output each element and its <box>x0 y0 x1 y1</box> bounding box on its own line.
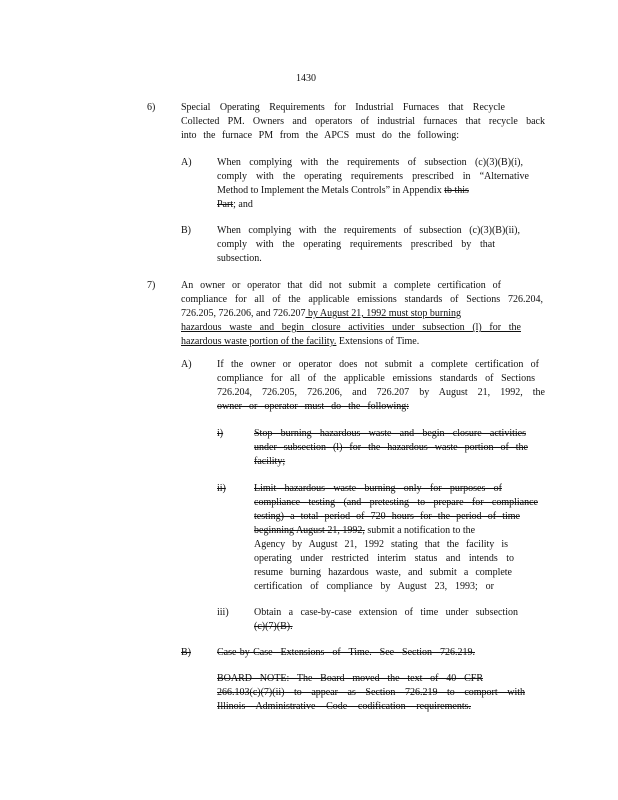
item-7a-iii-label: iii) <box>217 607 229 618</box>
item-7a-line-1: If the owner or operator does not submit a complete certification of <box>217 359 539 370</box>
item-7a-ii-line-7: resume burning hazardous waste, and submit a complete <box>254 567 512 578</box>
item-6b-label: B) <box>181 225 191 236</box>
board-note-line-1: BOARD NOTE: The Board moved the text of 40 CFR <box>217 673 483 684</box>
item-6a-line-4: Part; and <box>217 199 253 210</box>
item-7a-i-label: i) <box>217 428 224 439</box>
item-6a-line-3: Method to Implement the Metals Controls” in Appendix tb this <box>217 185 469 196</box>
item-7-line-5: hazardous waste portion of the facility. Extensions of Time. <box>181 336 420 347</box>
item-7-line-1: An owner or operator that did not submit a complete certification of <box>181 280 501 291</box>
item-7-line-3: 726.205, 726.206, and 726.207 by August 21, 1992 must stop burning <box>181 308 462 319</box>
item-7a-i-line-1: Stop burning hazardous waste and begin closure activities <box>254 428 526 439</box>
item-7a-ii-line-1: Limit hazardous waste burning only for purposes of <box>254 483 502 494</box>
item-6-line-1: Special Operating Requirements for Industrial Furnaces that Recycle <box>181 102 505 113</box>
item-7-line-4: hazardous waste and begin closure activities under subsection (l) for the <box>181 322 521 333</box>
item-7-number: 7) <box>147 280 156 291</box>
item-7b-label: B) <box>181 647 191 658</box>
item-7a-i-line-2: under subsection (l) for the hazardous waste portion of the <box>254 442 528 453</box>
item-6a-label: A) <box>181 157 192 168</box>
item-7a-ii-line-6: operating under restricted interim status and intends to <box>254 553 514 564</box>
item-7a-ii-line-4: beginning August 21, 1992, submit a notification to the <box>254 525 476 536</box>
item-6-number: 6) <box>147 102 156 113</box>
item-6-line-3: into the furnace PM from the APCS must do the following: <box>181 130 459 141</box>
deleted-text: beginning August 21, 1992, <box>254 525 365 536</box>
item-7a-ii-line-8: certification of compliance by August 23, 1993; or <box>254 581 494 592</box>
item-7a-line-2: compliance for all of the applicable emissions standards of Sections <box>217 373 535 384</box>
item-7a-ii-line-5: Agency by August 21, 1992 stating that the facility is <box>254 539 508 550</box>
item-6-line-2: Collected PM. Owners and operators of industrial furnaces that recycle back <box>181 116 545 127</box>
item-7a-ii-line-2: compliance testing (and pretesting to prepare for compliance <box>254 497 538 508</box>
page-number: 1430 <box>296 73 316 84</box>
board-note-line-2: 266.103(c)(7)(ii) to appear as Section 726.219 to comport with <box>217 687 525 698</box>
item-6b-line-1: When complying with the requirements of subsection (c)(3)(B)(ii), <box>217 225 520 236</box>
item-7a-line-4: owner or operator must do the following: <box>217 401 409 412</box>
item-7b-line-1: Case-by-Case Extensions of Time. See Section 726.219. <box>217 647 475 658</box>
item-7-line-2: compliance for all of the applicable emissions standards of Sections 726.204, <box>181 294 543 305</box>
item-6b-line-2: comply with the operating requirements prescribed by that <box>217 239 495 250</box>
item-7a-iii-line-1: Obtain a case-by-case extension of time under subsection <box>254 607 518 618</box>
item-7a-i-line-3: facility; <box>254 456 286 467</box>
inserted-text: by August 21, 1992 must stop burning <box>305 308 462 319</box>
item-6a-line-1: When complying with the requirements of subsection (c)(3)(B)(i), <box>217 157 523 168</box>
item-6a-line-2: comply with the operating requirements prescribed in “Alternative <box>217 171 529 182</box>
inserted-text: hazardous waste portion of the facility. <box>181 336 337 347</box>
item-7a-ii-label: ii) <box>217 483 226 494</box>
item-7a-label: A) <box>181 359 192 370</box>
deleted-text: Part <box>217 199 234 210</box>
item-7a-iii-line-2: (c)(7)(B). <box>254 621 293 632</box>
item-6b-line-3: subsection. <box>217 253 262 264</box>
item-7a-line-3: 726.204, 726.205, 726.206, and 726.207 by August 21, 1992, the <box>217 387 545 398</box>
item-7a-ii-line-3: testing) a total period of 720 hours for the period of time <box>254 511 520 522</box>
deleted-text: tb this <box>444 185 469 196</box>
board-note-line-3: Illinois Administrative Code codification requirements. <box>217 701 471 712</box>
